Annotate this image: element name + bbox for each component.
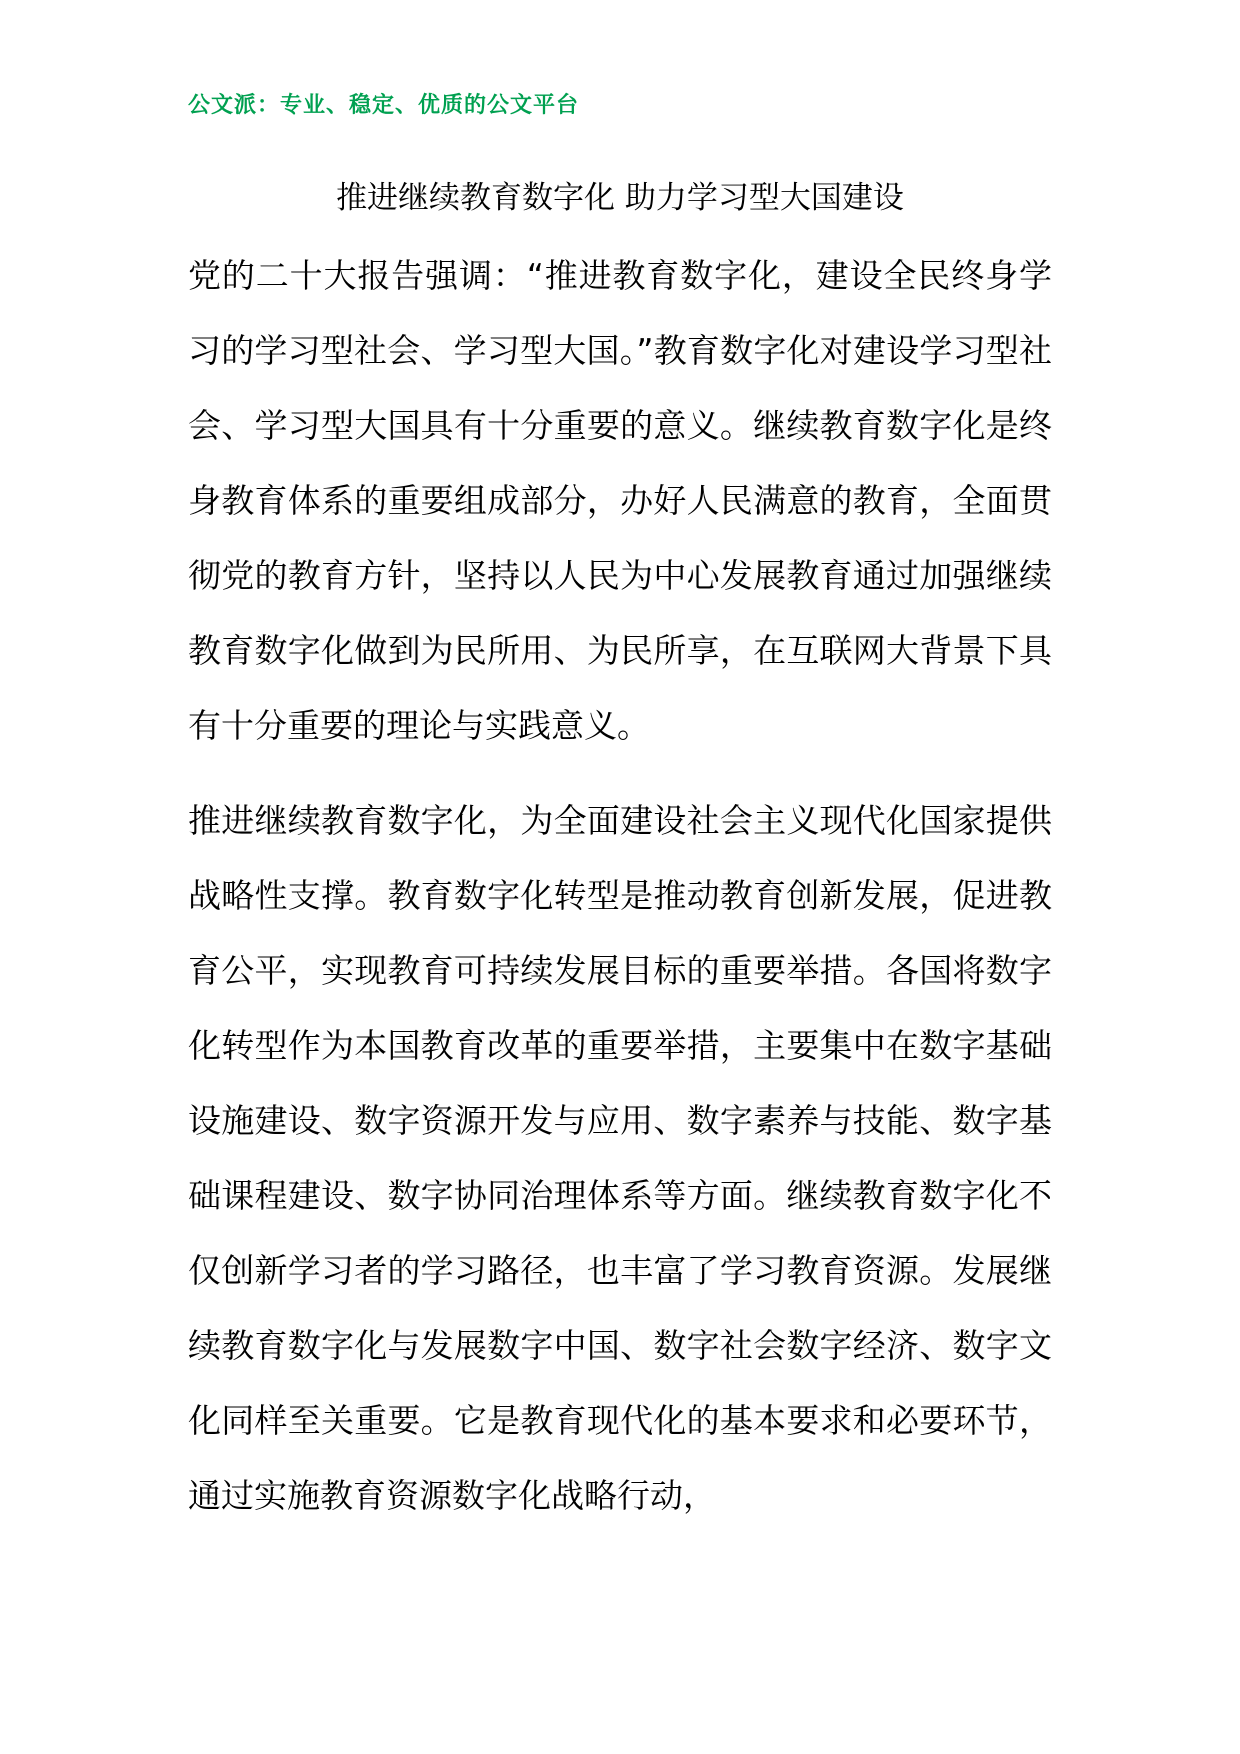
document-body	[188, 238, 1052, 1533]
body-paragraph-1: 党的二十大报告强调：“推进教育数字化，建设全民终身学习的学习型社会、学习型大国。”教育数字化对建设学习型社会、学习型大国具有十分重要的意义。继续教育数字化是终身教育体系的重要组成部分，办好人民满意的教育，全面贯彻党的教育方针，坚持以人民为中心发展教育通过加强继续教育数字化做到为民所用、为民所享，在互联网大背景下具有十分重要的理论与实践意义。	[188, 256, 1052, 745]
body-paragraph-2: 推进继续教育数字化，为全面建设社会主义现代化国家提供战略性支撑。教育数字化转型是推动教育创新发展，促进教育公平，实现教育可持续发展目标的重要举措。各国将数字化转型作为本国教育改革的重要举措，主要集中在数字基础设施建设、数字资源开发与应用、数字素养与技能、数字基础课程建设、数字协同治理体系等方面。继续教育数字化不仅创新学习者的学习路径，也丰富了学习教育资源。发展继续教育数字化与发展数字中国、数字社会数字经济、数字文化同样至关重要。它是教育现代化的基本要求和必要环节，通过实施教育资源数字化战略行动，	[188, 801, 1052, 1515]
header-brand-text: 公文派：专业、稳定、优质的公文平台	[188, 93, 580, 118]
document-title: 推进继续教育数字化 助力学习型大国建设	[336, 180, 904, 216]
